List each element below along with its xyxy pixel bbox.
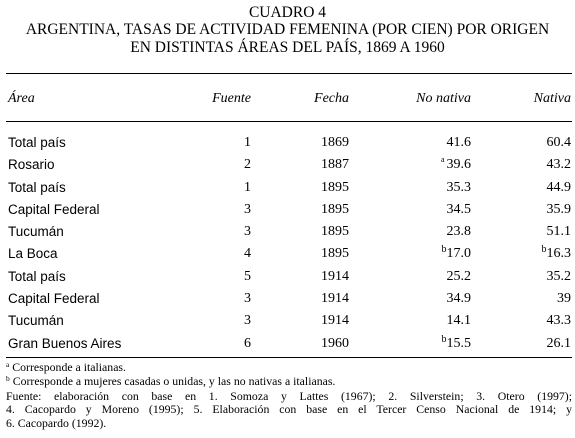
cell-fecha: 1895 [321, 179, 349, 195]
table-row [0, 134, 575, 156]
table-row [0, 201, 575, 223]
note-a [6, 361, 572, 375]
source-line-1: Fuente: elaboración con base en 1. Somoza y Lattes (1967); 2. Silverstein; 3. Otero (1997); [6, 388, 572, 403]
cell-nativa: 35.9 [546, 201, 571, 217]
cell-no-nativa: $^b$15.5 [441, 333, 471, 351]
table-row [0, 245, 575, 267]
bottom-rule [6, 357, 572, 358]
cell-fuente: 6 [244, 335, 251, 351]
cell-no-nativa: 23.8 [446, 224, 471, 240]
table-row [0, 156, 575, 178]
cell-nativa: $^b$16.3 [541, 244, 571, 262]
footnote-mark-b: b [441, 244, 447, 256]
header-rule [6, 121, 572, 122]
cell-no-nativa: $^b$17.0 [441, 244, 471, 262]
header-no-nativa: No nativa [416, 91, 471, 106]
table-title-line1: ARGENTINA, TASAS DE ACTIVIDAD FEMENINA (POR CIEN) POR ORIGEN [25, 21, 550, 38]
cell-fecha: 1895 [321, 201, 349, 217]
cell-area: Tucumán [8, 224, 64, 240]
cell-fecha: 1914 [321, 313, 349, 329]
cell-area: Rosario [8, 157, 55, 173]
cell-area: Capital Federal [8, 201, 100, 217]
table-title-line2: EN DISTINTAS ÁREAS DEL PAÍS, 1869 A 1960 [130, 39, 445, 56]
note-a-mark: a [6, 360, 10, 369]
cell-fuente: 3 [244, 224, 251, 240]
source-line-2: 4. Cacopardo y Moreno (1995); 5. Elaboración con base en el Tercer Censo Nacional de 1914; y [6, 402, 572, 417]
table-row [0, 223, 575, 245]
cell-fecha: 1914 [321, 268, 349, 284]
cell-fecha: 1914 [321, 291, 349, 307]
header-fecha: Fecha [314, 91, 349, 106]
top-rule [6, 73, 572, 74]
cell-no-nativa: 25.2 [446, 268, 471, 284]
cell-nativa: 35.2 [546, 268, 571, 284]
table-row [0, 290, 575, 312]
cell-area: Total país [8, 179, 66, 195]
note-a-text: Corresponde a italianas. [9, 360, 126, 374]
cell-fuente: 5 [244, 268, 251, 284]
cell-fecha: 1887 [321, 157, 349, 173]
cell-nativa: 44.9 [546, 179, 571, 195]
table-body [0, 134, 575, 357]
cell-area: Gran Buenos Aires [8, 335, 122, 351]
cell-fuente: 2 [244, 157, 251, 173]
cell-fecha: 1895 [321, 224, 349, 240]
table-row [0, 179, 575, 201]
cell-fuente: 1 [244, 179, 251, 195]
note-b-mark: b [6, 374, 10, 384]
table-row [0, 268, 575, 290]
cell-fuente: 1 [244, 135, 251, 150]
cell-no-nativa: 35.3 [446, 179, 471, 195]
cell-fuente: 3 [244, 313, 251, 329]
cell-fecha: 1869 [321, 135, 349, 150]
cell-nativa: 39 [557, 291, 571, 307]
footnote-mark-a: a [440, 155, 445, 165]
footnote-mark-b: b [541, 244, 547, 256]
cell-fuente: 3 [244, 201, 251, 217]
table-row [0, 335, 575, 357]
source-line-3: 6. Cacopardo (1992). [6, 415, 107, 430]
cell-nativa: 60.4 [546, 135, 571, 150]
header-fuente: Fuente [212, 91, 251, 106]
cell-area: Capital Federal [8, 291, 100, 307]
note-b-text: Corresponde a mujeres casadas o unidas, y las no nativas a italianas. [9, 374, 336, 389]
cell-no-nativa: 14.1 [446, 313, 471, 329]
header-area: Área [8, 91, 35, 106]
footnote-mark-b: b [441, 333, 447, 345]
cell-area: Tucumán [8, 313, 64, 329]
cell-nativa: 51.1 [546, 224, 571, 240]
cell-nativa: 26.1 [546, 335, 571, 351]
cell-fuente: 4 [244, 246, 251, 262]
cell-no-nativa: 41.6 [446, 135, 471, 150]
table-number: CUADRO 4 [248, 4, 327, 21]
cell-no-nativa: $^a$ 39.6 [440, 155, 471, 173]
note-b [6, 375, 572, 389]
cell-no-nativa: 34.9 [446, 291, 471, 307]
cell-fecha: 1895 [321, 246, 349, 262]
cell-nativa: 43.2 [546, 157, 571, 173]
table-row [0, 312, 575, 334]
cell-nativa: 43.3 [546, 313, 571, 329]
cell-area: Total país [8, 268, 66, 284]
header-nativa: Nativa [533, 91, 571, 106]
cell-fuente: 3 [244, 291, 251, 307]
cell-area: La Boca [8, 246, 58, 262]
cell-fecha: 1960 [321, 335, 349, 351]
cell-area: Total país [8, 135, 66, 150]
table-notes [6, 361, 572, 430]
cell-no-nativa: 34.5 [446, 201, 471, 217]
